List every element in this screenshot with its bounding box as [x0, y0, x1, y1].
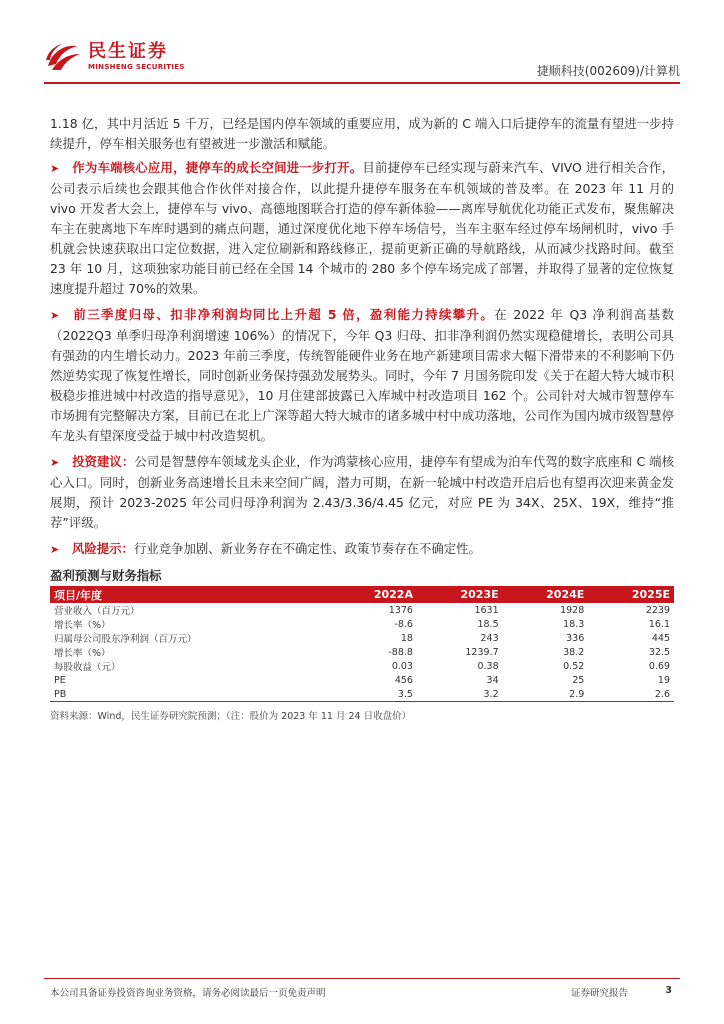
table-row	[50, 687, 674, 702]
table-cell: 1376	[388, 604, 413, 616]
table-cell: PE	[54, 674, 66, 686]
arrow-bullet-icon: ➤	[50, 456, 60, 469]
table-cell: 1631	[474, 604, 499, 616]
footer-disclaimer: 本公司具备证券投资咨询业务资格，请务必阅读最后一页免责声明	[50, 988, 326, 999]
table-cell: 增长率（%）	[54, 620, 111, 631]
table-cell: PB	[50, 687, 329, 702]
table-cell: 18	[400, 632, 413, 644]
report-body	[50, 114, 674, 722]
paragraph-text: 目前捷停车已经实现与蔚来汽车、VIVO 进行相关合作，公司表示后续也会跟其他合作伙伴对接合作，以此提升捷停车服务在车机领域的普及率。在 2023 年 11 月的 vivo 开发者大会上，捷停车与 vivo、高德地图联合打造的停车新体验——离库导航优化功能正式发布，聚焦解决车主在驶离地下车库时遇到的痛点问题，通过深度优化地下停车场信号，当车主驱车经过停车场闸机时，vivo 手机就会快速获取出口定位数据，进入定位刷新和路线修正，提前更新正确的导航路线，从而减少找路时间。截至 23 年 10 月，这项独家功能目前已经在全国 14 个城市的 280 多个停车场完成了部署，并取得了显著的定位恢复速度提升超过 70%的效果。	[50, 160, 674, 296]
table-row	[50, 617, 674, 631]
table-row	[50, 631, 674, 645]
table-cell: 2.6	[588, 687, 674, 702]
footer-divider	[44, 978, 680, 979]
table-cell: 归属母公司股东净利润（百万元）	[54, 634, 197, 645]
table-cell: 336	[566, 632, 585, 644]
table-title: 盈利预测与财务指标	[50, 568, 162, 583]
table-cell: 3.2	[417, 687, 503, 702]
paragraph-text: 公司是智慧停车领域龙头企业，作为鸿蒙核心应用，捷停车有望成为泊车代驾的数字底座和 C 端核心入口。同时，创新业务高速增长且未来空间广阔，潜力可期，在新一轮城中村改造开启后也有望再次迎来黄金发展期，预计 2023-2025 年公司归母净利润为 2.43/3.36/4.45 亿元，对应 PE 为 34X、25X、19X，维持“推荐”评级。	[50, 454, 675, 530]
paragraph-heading: 作为车端核心应用，捷停车的成长空间进一步打开。	[72, 160, 363, 175]
table-header-row	[50, 586, 674, 603]
table-cell: 38.2	[563, 646, 585, 658]
table-cell: 营业收入（百万元）	[54, 606, 140, 617]
table-source-note: 资料来源：Wind，民生证券研究院预测；（注：股价为 2023 年 11 月 24 日收盘价）	[50, 711, 412, 722]
table-header-cell: 2023E	[417, 586, 503, 603]
paragraph-heading: 投资建议：	[72, 454, 135, 469]
table-cell: 0.38	[477, 660, 499, 672]
table-cell: -88.8	[388, 646, 413, 658]
arrow-bullet-icon: ➤	[50, 543, 60, 556]
table-cell: 0.52	[563, 660, 585, 672]
paragraph-profit	[50, 305, 674, 446]
paragraph-heading: 前三季度归母、扣非净利润均同比上升超 5 倍，盈利能力持续攀升。	[72, 307, 495, 322]
logo-en-text: MINSHENG SECURITIES	[88, 63, 185, 71]
paragraph-heading: 风险提示：	[72, 541, 134, 556]
table-cell: 18.5	[477, 618, 499, 630]
table-cell: 0.69	[648, 660, 670, 672]
table-cell: 3.5	[329, 687, 417, 702]
table-cell: 1928	[560, 604, 585, 616]
table-row	[50, 673, 674, 687]
arrow-bullet-icon: ➤	[50, 309, 60, 322]
table-cell: 0.03	[391, 660, 413, 672]
table-cell: 34	[486, 674, 499, 686]
logo-cn-text: 民生证券	[88, 41, 168, 62]
table-cell: 2239	[645, 604, 670, 616]
table-row	[50, 645, 674, 659]
financial-table	[50, 586, 674, 702]
table-cell: 19	[657, 674, 670, 686]
company-logo	[44, 40, 185, 74]
table-cell: 1239.7	[465, 646, 499, 658]
table-header-cell: 项目/年度	[50, 586, 329, 603]
table-cell: 243	[480, 632, 499, 644]
table-row	[50, 603, 674, 617]
table-cell: 18.3	[563, 618, 585, 630]
page-number: 3	[665, 985, 672, 996]
paragraph-text: 在 2022 年 Q3 净利润高基数（2022Q3 单季归母净利润增速 106%）的情况下，今年 Q3 归母、扣非净利润仍然实现稳健增长，表明公司具有强劲的内生增长动力。2023 年前三季度，传统智能硬件业务在地产新建项目需求大幅下滑带来的不利影响下仍然逆势实现了恢复性增长，同时创新业务保持强劲发展势头。同时，今年 7 月国务院印发《关于在超大特大城市积极稳步推进城中村改造的指导意见》，10 月住建部披露已入库城中村改造项目 162 个。公司针对大城市智慧停车市场拥有完整解决方案，目前已在北上广深等超大特大城市的诸多城中村中成功落地，公司作为国内城市级智慧停车龙头有望深度受益于城中村改造契机。	[50, 307, 674, 443]
paragraph-intro: 1.18 亿，其中月活近 5 千万，已经是国内停车领域的重要应用，成为新的 C 端入口后捷停车的流量有望进一步持续提升，停车相关服务也有望被进一步激活和赋能。	[50, 116, 674, 151]
table-cell: 每股收益（元）	[54, 662, 121, 673]
table-cell: 2.9	[503, 687, 589, 702]
paragraph-investment	[50, 452, 674, 533]
table-cell: -8.6	[394, 618, 413, 630]
table-row	[50, 659, 674, 673]
table-header-cell: 2025E	[588, 586, 674, 603]
table-cell: 25	[572, 674, 585, 686]
table-cell: 456	[394, 674, 413, 686]
table-cell: 32.5	[648, 646, 670, 658]
header-stock-title: 捷顺科技(002609)/计算机	[536, 64, 680, 78]
table-cell: 16.1	[648, 618, 670, 630]
header-divider	[44, 82, 680, 84]
paragraph-growth-space	[50, 158, 674, 299]
paragraph-risk	[50, 539, 674, 560]
table-header-cell: 2022A	[329, 586, 417, 603]
table-header-cell: 2024E	[503, 586, 589, 603]
footer-report-type: 证券研究报告	[571, 988, 629, 999]
table-cell: 445	[651, 632, 670, 644]
arrow-bullet-icon: ➤	[50, 162, 60, 175]
paragraph-text: 行业竞争加剧、新业务存在不确定性、政策节奏存在不确定性。	[133, 541, 481, 556]
minsheng-logo-icon	[44, 40, 82, 74]
table-cell: 增长率（%）	[54, 648, 111, 659]
